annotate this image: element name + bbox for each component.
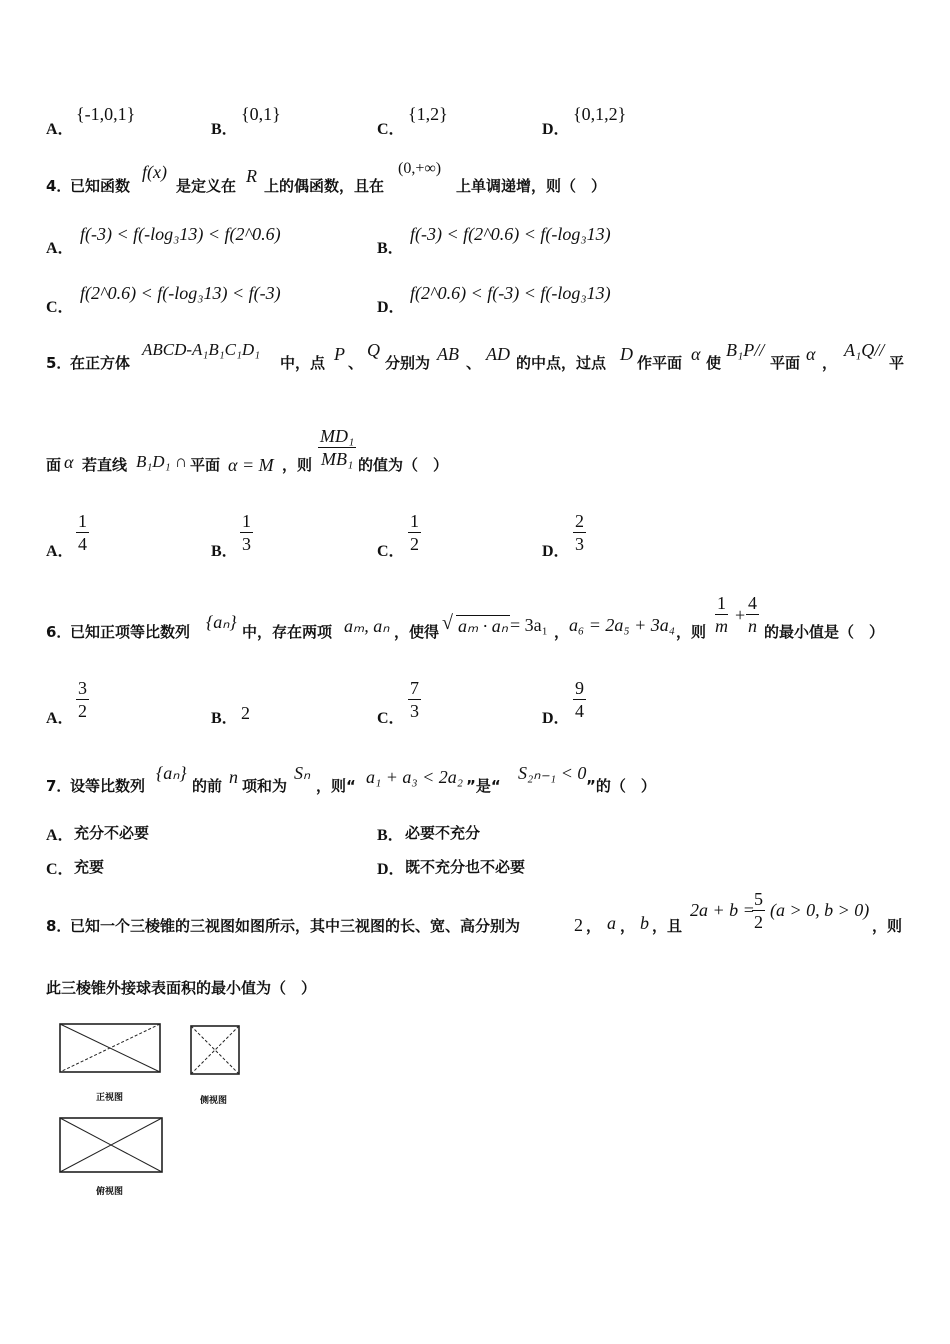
q6-sqrt-sign: √ [442,612,453,634]
q7-condition-1: a₁ + a₃ < 2a₂ [366,767,464,787]
q4-fx: f(x) [142,162,167,182]
q7-option-d-label: D． [377,861,405,878]
q5-option-a-den: 4 [78,534,87,554]
q5-option-c-label: C． [377,543,405,560]
q6-option-c-den: 3 [410,701,419,721]
q8-text-2: ，则 [872,917,903,935]
q6-text-2: 中，存在两项 [242,623,333,641]
q5-A1Q: A₁Q// [844,340,885,360]
q5-ratio-numerator: MD₁ [320,426,355,446]
q6-fraction-2 [746,592,759,637]
q6-option-b-label: B． [211,710,238,727]
q4-option-b-label: B． [377,240,404,257]
q4-option-d-value: f(2^0.6) < f(-3) < f(-log₃13) [410,283,611,303]
side-view-caption: 侧视图 [200,1096,228,1106]
q6-text-1: 已知正项等比数列 [70,623,191,641]
q3-option-a-value: {-1,0,1} [76,104,136,124]
q4-number: 4． [46,177,72,195]
q8-condition: (a > 0, b > 0) [770,900,870,920]
q5-text-15: ，则 [282,456,313,474]
q6-option-d-label: D． [542,710,570,727]
q6-text-4: ， [554,623,570,641]
q3-option-c-value: {1,2} [408,104,448,124]
q5-option-a-fraction [76,510,89,555]
q5-eq-M: α = M [228,455,274,475]
q7-option-c-label: C． [46,861,74,878]
q6-fraction-1 [713,592,730,637]
q4-text-3: 上的偶函数，且在 [264,177,385,195]
q7-text-1: 设等比数列 [70,777,146,795]
q7-n: n [229,767,238,787]
q3-option-d-label: D． [542,121,570,138]
q4-option-c-value: f(2^0.6) < f(-log₃13) < f(-3) [80,283,281,303]
q5-alpha-3: α [64,452,74,472]
q6-fraction-2-den: n [748,616,757,636]
q7-option-a-value: 充分不必要 [74,824,150,842]
q6-option-d-fraction [573,677,586,722]
q7-option-d-value: 既不充分也不必要 [405,858,526,876]
q5-text-14: 平面 [190,456,221,474]
q6-option-d-num: 9 [575,678,584,698]
q6-text-3: ，使得 [394,623,440,641]
q6-fraction-1-den: m [715,616,728,636]
q3-option-b-label: B． [211,121,238,138]
q8-fraction [752,888,765,933]
q5-text-6: 的中点，过点 [516,354,607,372]
q7-condition-2: S₂ₙ₋₁ < 0 [518,763,587,783]
q5-D: D [620,344,633,364]
q5-AD: AD [486,344,510,364]
q5-text-13: 若直线 [82,456,128,474]
q6-option-c-label: C． [377,710,405,727]
q5-text-4: 分别为 [385,354,431,372]
q5-option-b-fraction [240,510,253,555]
q5-text-2: 中，点 [280,354,326,372]
q3-option-d-value: {0,1,2} [573,104,627,124]
q7-text-6: ”的（ ） [586,777,656,795]
q5-option-a-label: A． [46,543,74,560]
q6-option-a-num: 3 [78,678,87,698]
q8-b: b [640,913,649,933]
q6-am-an: aₘ, aₙ [344,616,390,636]
q5-text-10: ， [822,354,838,372]
q5-option-a-num: 1 [78,511,87,531]
q6-eq-2: a₆ = 2a₅ + 3a₄ [569,615,676,635]
q5-option-c-num: 1 [410,511,419,531]
q6-sqrt-content: aₘ · aₙ [458,616,508,636]
q5-B1D1: B₁D₁ ∩ [136,452,188,471]
q6-sequence: {aₙ} [206,612,237,632]
q5-option-d-label: D． [542,543,570,560]
q5-text-7: 作平面 [637,354,683,372]
q5-alpha-2: α [806,344,816,364]
q6-option-a-label: A． [46,710,74,727]
q8-number: 8． [46,917,72,935]
q5-Q: Q [367,340,380,360]
q5-P: P [334,344,345,364]
q7-option-b-value: 必要不充分 [405,824,481,842]
q5-text-16: 的值为（ ） [358,456,449,474]
q8-comma-2: ， [620,917,636,935]
q4-text-4: 上单调递增，则（ ） [456,177,607,195]
q5-option-d-den: 3 [575,534,584,554]
q6-text-5: ，则 [676,623,707,641]
q7-Sn: Sₙ [294,763,311,783]
q3-option-a-label: A． [46,121,74,138]
q6-fraction-2-num: 4 [748,593,757,613]
q6-option-a-den: 2 [78,701,87,721]
q4-option-d-label: D． [377,299,405,316]
q7-sequence: {aₙ} [156,763,187,783]
q4-R: R [246,166,257,186]
q7-text-4: ，则“ [316,777,356,795]
q8-comma-1: ， [586,917,602,935]
q6-option-c-num: 7 [410,678,419,698]
q5-option-c-den: 2 [410,534,419,554]
q5-option-c-fraction [408,510,421,555]
side-view-diagram [187,1022,243,1078]
q8-text-1: 已知一个三棱锥的三视图如图所示，其中三视图的长、宽、高分别为 [70,917,521,935]
q8-equation: 2a + b = [690,900,755,920]
q5-text-9: 平面 [770,354,801,372]
q7-text-5: ”是“ [466,777,501,795]
q5-option-b-num: 1 [242,511,251,531]
q6-option-a-fraction [76,677,89,722]
q7-option-a-label: A． [46,827,74,844]
q5-AB: AB [437,344,459,364]
top-view-diagram [56,1114,166,1176]
q4-text-1: 已知函数 [70,177,131,195]
q6-fraction-1-num: 1 [717,593,726,613]
q4-option-c-label: C． [46,299,74,316]
q4-option-a-value: f(-3) < f(-log₃13) < f(2^0.6) [80,224,281,244]
q5-text-5: 、 [466,354,482,372]
q6-text-6: 的最小值是（ ） [764,623,885,641]
q8-text-3: 此三棱锥外接球表面积的最小值为（ ） [46,979,317,997]
q6-number: 6． [46,623,72,641]
q6-plus: + [735,605,746,625]
q6-eq-1: = 3a₁ [510,615,548,635]
q5-option-b-den: 3 [242,534,251,554]
q5-ratio-denominator: MB₁ [321,449,354,469]
q5-text-1: 在正方体 [70,354,131,372]
q8-fraction-num: 5 [754,889,763,909]
q8-two: 2 [574,915,583,935]
q5-option-d-num: 2 [575,511,584,531]
q5-ratio-fraction [318,425,356,470]
q8-comma-3: ，且 [652,917,683,935]
q4-text-2: 是定义在 [176,177,237,195]
q5-alpha: α [691,344,701,364]
q5-option-b-label: B． [211,543,238,560]
q7-option-c-value: 充要 [74,858,105,876]
q3-option-b-value: {0,1} [241,104,281,124]
q4-option-b-value: f(-3) < f(2^0.6) < f(-log₃13) [410,224,611,244]
q7-text-3: 项和为 [242,777,288,795]
top-view-caption: 俯视图 [96,1187,124,1197]
q6-option-c-fraction [408,677,421,722]
q6-option-b-value: 2 [241,703,250,723]
q5-text-12: 面 [46,456,62,474]
q7-number: 7． [46,777,72,795]
q5-text-3: 、 [348,354,364,372]
front-view-diagram [56,1020,164,1076]
q4-option-a-label: A． [46,240,74,257]
q5-B1P: B₁P// [726,340,765,360]
q6-option-d-den: 4 [575,701,584,721]
q5-number: 5． [46,354,72,372]
q3-option-c-label: C． [377,121,405,138]
q5-option-d-fraction [573,510,586,555]
q8-fraction-den: 2 [754,912,763,932]
front-view-caption: 正视图 [96,1093,124,1103]
q7-option-b-label: B． [377,827,404,844]
q5-text-11: 平 [889,354,905,372]
q4-interval: (0,+∞) [398,160,442,177]
q5-cube: ABCD-A₁B₁C₁D₁ [142,340,261,359]
q5-text-8: 使 [706,354,722,372]
q7-text-2: 的前 [192,777,223,795]
q8-a: a [607,913,616,933]
